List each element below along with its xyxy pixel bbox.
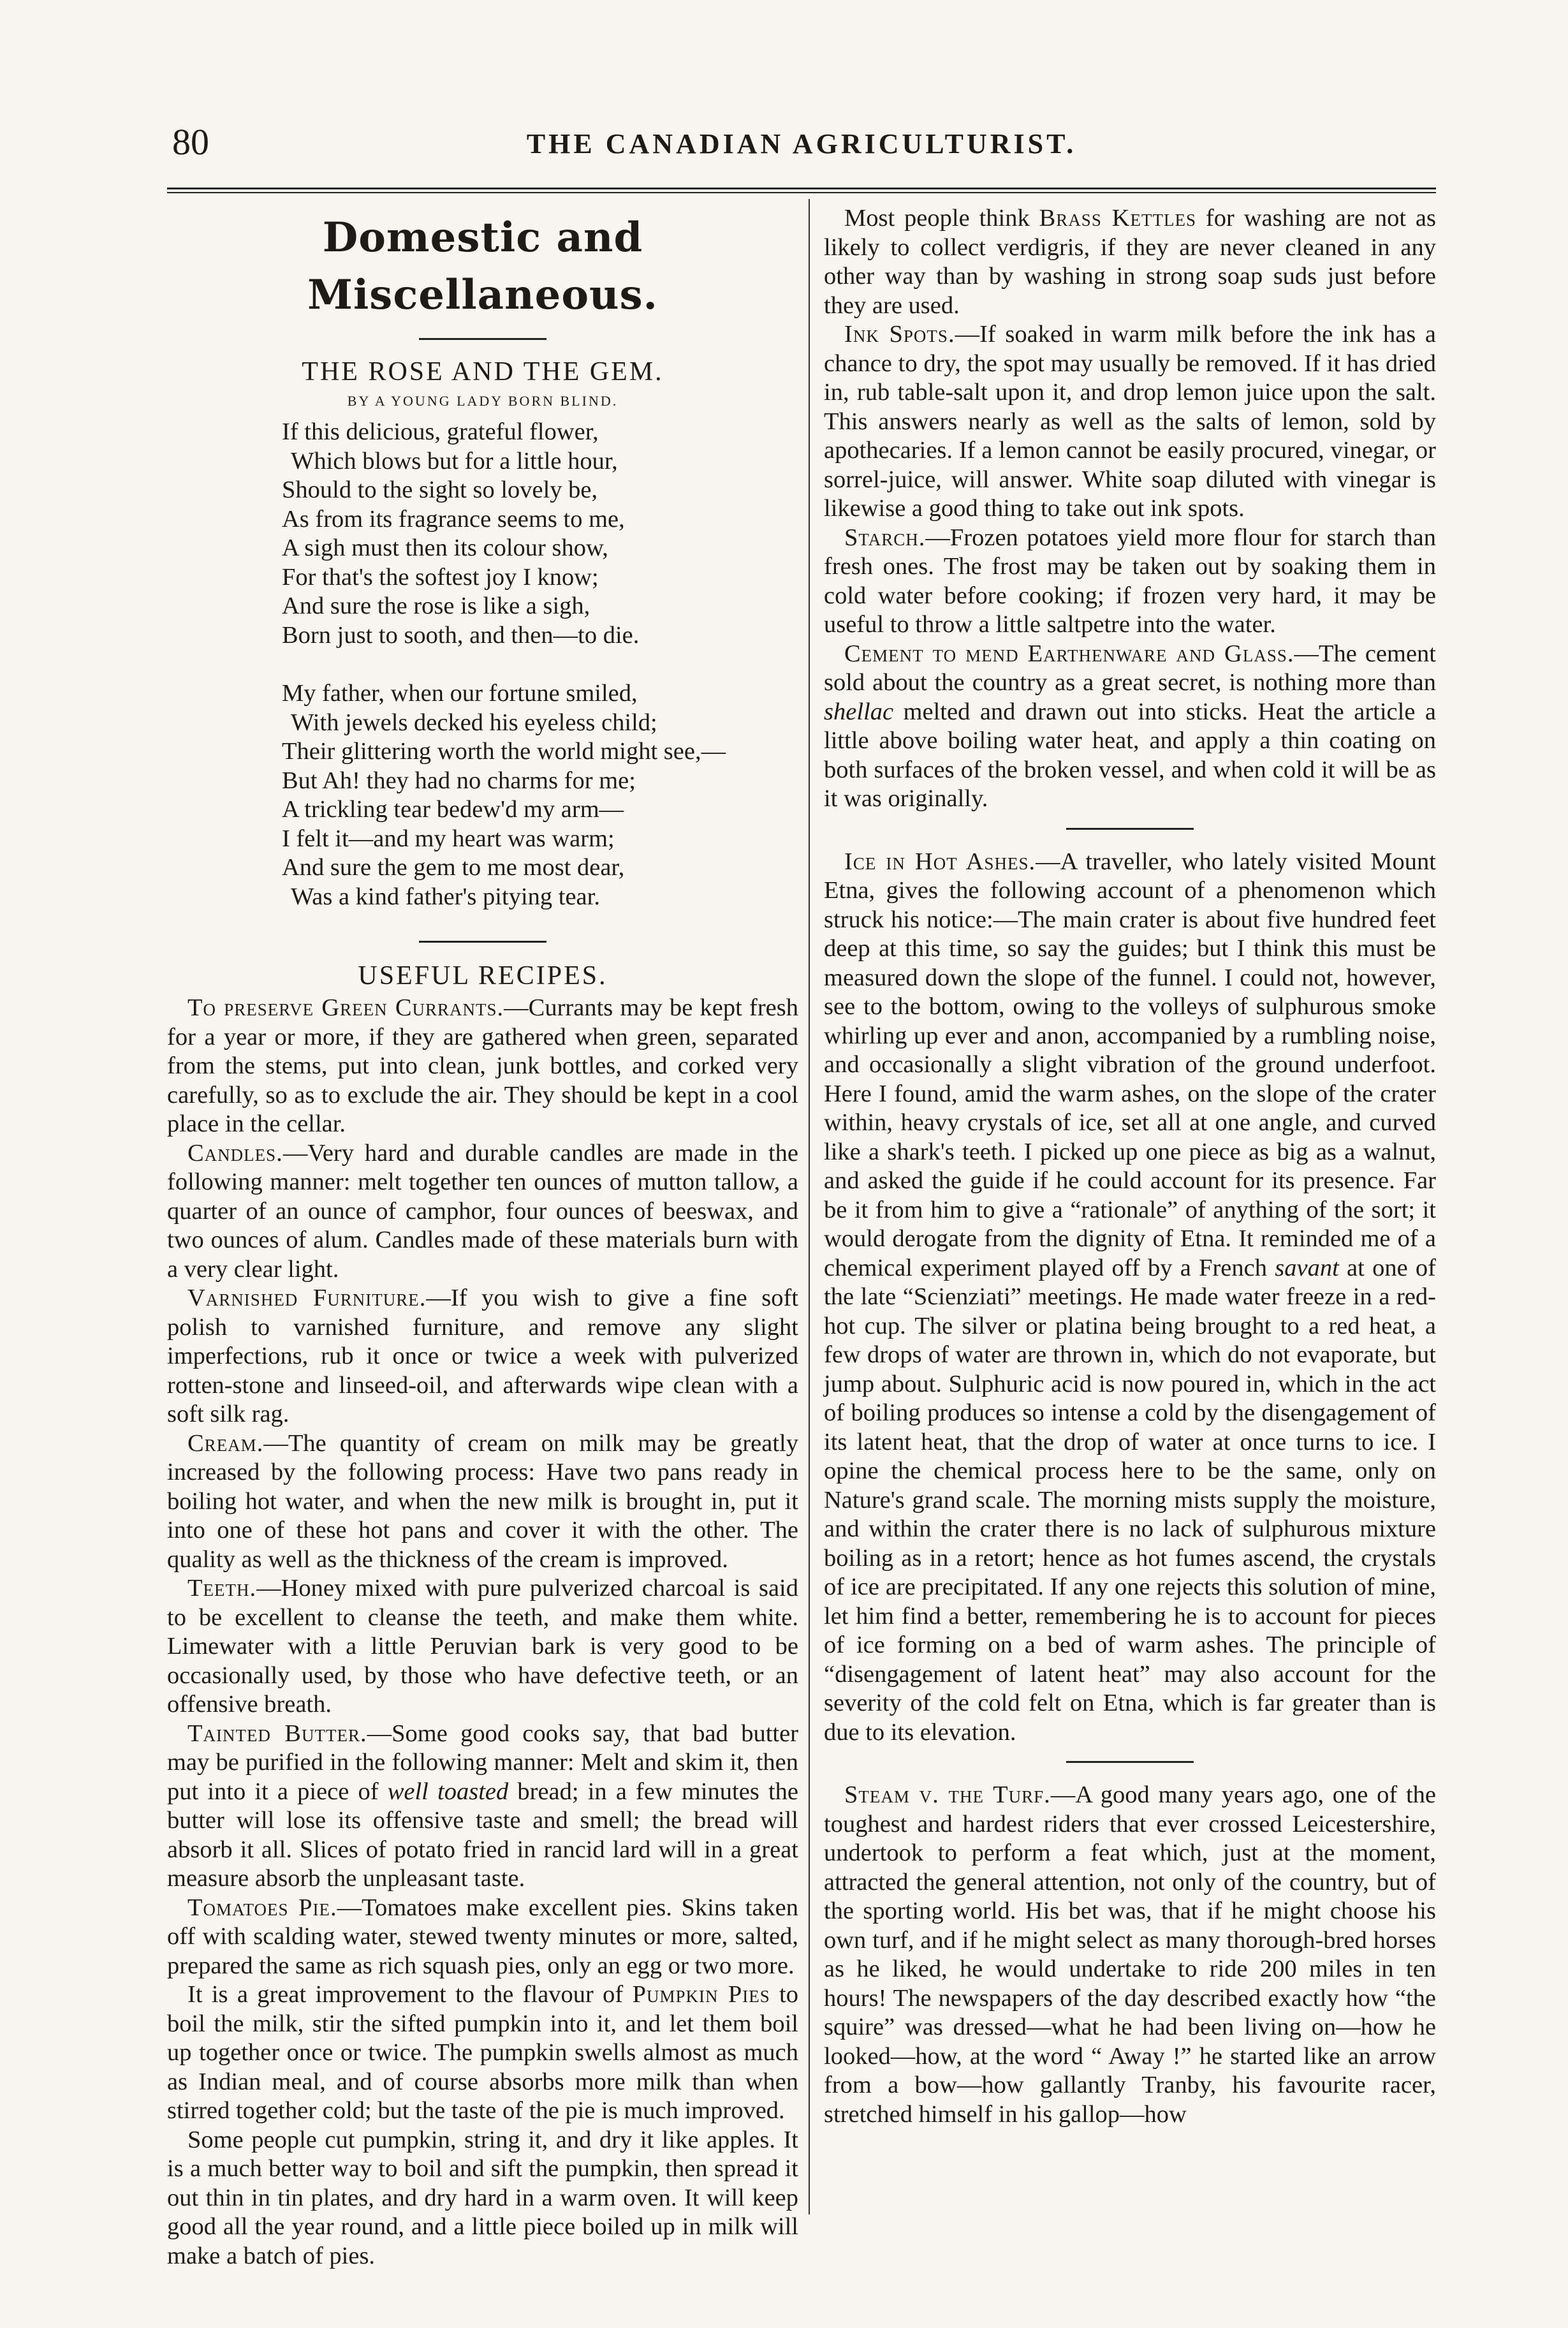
left-column <box>167 204 798 2271</box>
recipe-text: —Frozen potatoes yield more flour for starch than fresh ones. The frost may be taken out by soaking them in cold water before cooking; if frozen very hard, it may be useful to throw a little saltpetre into the water. <box>824 524 1436 638</box>
poem-line: For that's the softest joy I know; <box>282 563 599 591</box>
header-rule <box>167 188 1436 193</box>
poem-stanza-1 <box>282 418 798 650</box>
recipe-dried-pumpkin <box>167 2126 798 2271</box>
recipe-heading: Starch. <box>844 524 926 551</box>
recipe-furniture <box>167 1284 798 1429</box>
recipe-heading: Tainted Butter. <box>187 1720 367 1747</box>
recipe-text: —Honey mixed with pure pulverized charcoal is said to be excellent to cleanse the teeth, and make them white. Limewater with a little Peruvian bark is very good to be occasionally used, by those who have defective teeth, or an offensive breath. <box>167 1575 798 1718</box>
recipe-heading: Tomatoes Pie. <box>187 1894 337 1921</box>
recipe-text: —The quantity of cream on milk may be greatly increased by the following process: Have two pans ready in boiling hot water, and when the new milk is brought in, put it into one of these hot pans and cover it with the other. The quality as well as the thickness of the cream is improved. <box>167 1429 798 1573</box>
recipe-heading: Cement to mend Earthenware and Glass. <box>844 640 1294 667</box>
divider <box>1066 828 1194 830</box>
recipe-heading: Ink Spots. <box>844 321 955 348</box>
recipe-italic: shellac <box>824 698 894 725</box>
poem-line: Born just to sooth, and then—to die. <box>282 621 640 649</box>
divider <box>419 338 546 340</box>
recipe-text: Some people cut pumpkin, string it, and dry it like apples. It is a much better way to boil and sift the pumpkin, then spread it out thin in tin plates, and dry hard in a warm oven. It will keep good all the year round, and a little piece boiled up in milk will make a batch of pies. <box>167 2126 798 2269</box>
recipe-text: —Tomatoes make excellent pies. Skins taken off with scalding water, stewed twenty minutes or more, salted, prepared the same as rich squash pies, only an egg or two more. <box>167 1894 798 1979</box>
article-italic: savant <box>1275 1254 1339 1281</box>
page-header <box>167 120 1436 177</box>
recipe-tomatoes <box>167 1894 798 1981</box>
poem-line: As from its fragrance seems to me, <box>282 505 625 533</box>
poem-byline: BY A YOUNG LADY BORN BLIND. <box>347 393 619 409</box>
poem-line: And sure the rose is like a sigh, <box>282 593 590 619</box>
recipe-heading: Varnished Furniture. <box>187 1285 427 1311</box>
recipe-text: It is a great improvement to the flavour of <box>187 1981 633 2008</box>
poem-line: Was a kind father's pitying tear. <box>291 883 600 910</box>
poem-stanza-2 <box>282 679 798 911</box>
recipe-text: bread; in a few minutes the butter will lose its offensive taste and smell; the bread will absorb it all. Slices of potato fried in rancid lard will in a great measure absorb the unpleasant taste. <box>167 1778 799 1892</box>
recipe-heading: Cream. <box>187 1429 264 1457</box>
divider <box>419 941 546 943</box>
recipe-cement <box>824 640 1436 814</box>
recipe-ink <box>824 320 1436 524</box>
right-column <box>824 204 1436 2129</box>
recipe-text: —If you wish to give a fine soft polish to varnished furniture, and remove any slight imperfections, rub it once or twice a week with pulverized rotten-stone and linseed-oil, and afterwards wipe clean with a soft silk rag. <box>167 1285 798 1427</box>
article-text: —A good many years ago, one of the toughest and hardest riders that ever crossed Leicestershire, undertook to perform a feat which, just at the moment, attracted the general attention, not only of the country, but of the sporting world. His bet was, that if he might choose his own turf, and if he might select as many thorough-bred horses as he liked, he would undertake to ride 200 miles in ten hours! The newspapers of the day described exactly how “the squire” was dressed—what he had been living on—how he looked—how, at the word “ Away !” he started like an arrow from a bow—how gallantly Tranby, his favourite racer, stretched himself in his gallop—how <box>824 1781 1436 2128</box>
poem-title: THE ROSE AND THE GEM. <box>302 357 664 387</box>
poem-line: Should to the sight so lovely be, <box>282 476 598 503</box>
recipe-text: melted and drawn out into sticks. Heat the article a little above boiling water heat, and apply a thin coating on both surfaces of the broken vessel, and when cold it will be as it was originally. <box>824 698 1436 812</box>
article-steam-v-turf <box>824 1781 1436 2129</box>
recipe-text: to boil the milk, stir the sifted pumpkin into it, and let them boil up together once or twice. The pumpkin swells almost as much as Indian meal, and of course absorbs more milk than when stirred together cold; but the taste of the pie is much improved. <box>167 1981 798 2124</box>
poem-line: Which blows but for a little hour, <box>291 447 618 475</box>
recipe-heading: Teeth. <box>187 1575 257 1602</box>
poem-line: If this delicious, grateful flower, <box>282 418 599 445</box>
page-number: 80 <box>172 121 209 163</box>
recipe-text: —Some good cooks say, that bad butter may be purified in the following manner: Melt and skim it, then put into it a piece of <box>167 1720 798 1805</box>
recipe-text: —If soaked in warm milk before the ink has a chance to dry, the spot may usually be removed. If it has dried in, rub table-salt upon it, and drop lemon juice upon the salt. This answers nearly as well as the salts of lemon, sold by apothecaries. If a lemon cannot be easily procured, vinegar, or sorrel-juice, will answer. White soap diluted with vinegar is likewise a good thing to take out ink spots. <box>824 321 1436 522</box>
article-text: —A traveller, who lately visited Mount Etna, gives the following account of a phenomenon which struck his notice:—The main crater is about five hundred feet deep at this time, so say the guides; but I think this must be measured down the slope of the funnel. I could not, however, see to the bottom, owing to the volleys of sulphurous smoke whirling up ever and anon, accompanied by a rumbling noise, and occasionally a slight vibration of the ground underfoot. Here I found, amid the warm ashes, on the slope of the crater within, heavy crystals of ice, set all at one angle, and curved like a shark's teeth. I picked up one piece as big as a walnut, and asked the guide if he could account for its presence. Far be it from him to give a “rationale” of anything of the sort; it would derogate from the dignity of Etna. It reminded me of a chemical experiment played off by a French <box>824 848 1437 1281</box>
recipe-heading: Brass Kettles <box>1039 205 1197 232</box>
recipe-text: —Currants may be kept fresh for a year or more, if they are gathered when green, separated from the stems, put into clean, junk bottles, and corked very carefully, so as to exclude the air. They should be kept in a cool place in the cellar. <box>167 994 798 1137</box>
recipe-cream <box>167 1429 798 1575</box>
recipe-candles <box>167 1139 798 1285</box>
running-title: THE CANADIAN AGRICULTURIST. <box>526 128 1077 159</box>
poem-line: With jewels decked his eyeless child; <box>291 709 657 736</box>
recipe-teeth <box>167 1574 798 1720</box>
recipe-text: Most people think <box>844 205 1039 232</box>
recipe-currants <box>167 994 798 1139</box>
recipe-heading: To preserve Green Currants. <box>187 994 504 1021</box>
column-divider <box>809 199 810 2214</box>
article-ice-in-hot-ashes <box>824 848 1436 1748</box>
recipe-pumpkin <box>167 1980 798 2126</box>
recipe-butter <box>167 1720 798 1894</box>
poem-line: I felt it—and my heart was warm; <box>282 825 615 852</box>
recipe-text: —The cement sold about the country as a great secret, is nothing more than <box>824 640 1436 696</box>
article-heading: Steam v. the Turf. <box>844 1781 1051 1808</box>
recipe-starch <box>824 524 1436 640</box>
recipes-title: USEFUL RECIPES. <box>358 961 608 991</box>
recipe-text: —Very hard and durable candles are made in the following manner: melt together ten ounces of mutton tallow, a quarter of an ounce of camphor, four ounces of beeswax, and two ounces of alum. Candles made of these materials burn with a very clear light. <box>167 1139 798 1283</box>
divider <box>1066 1761 1194 1763</box>
poem-line: And sure the gem to me most dear, <box>282 854 625 881</box>
poem-line: But Ah! they had no charms for me; <box>282 767 636 794</box>
recipe-kettles <box>824 204 1436 320</box>
article-text: at one of the late “Scienziati” meetings. He made water freeze in a red-hot cup. The silver or platina being brought to a red heat, a few drops of water are thrown in, which do not evaporate, but jump about. Sulphuric acid is now poured in, which in the act of boiling produces so intense a cold by the disengagement of its latent heat, that the drop of water at once turns to ice. I opine the chemical process here to be the same, only on Nature's grand scale. The morning mists supply the moisture, and within the crater there is no lack of sulphurous mixture boiling as in a retort; hence as hot fumes ascend, the crystals of ice are precipitated. If any one rejects this solution of mine, let him find a better, remembering he is to account for pieces of ice forming on a bed of warm ashes. The principle of “disengagement of latent heat” may also account for the severity of the cold felt on Etna, which is far greater than is due to its elevation. <box>824 1254 1436 1746</box>
article-heading: Ice in Hot Ashes. <box>844 848 1036 875</box>
recipe-heading: Candles. <box>187 1139 283 1167</box>
recipe-heading: Pumpkin Pies <box>632 1981 770 2008</box>
section-title: Domestic and Miscellaneous. <box>307 214 658 319</box>
recipe-text: for washing are not as likely to collect verdigris, if they are never cleaned in any other way than by washing in strong soap suds just before they are used. <box>824 205 1436 319</box>
poem-line: A sigh must then its colour show, <box>282 534 608 561</box>
recipe-italic: well toasted <box>387 1778 509 1805</box>
poem-line: A trickling tear bedew'd my arm— <box>282 796 624 823</box>
poem-line: Their glittering worth the world might see,— <box>282 738 726 765</box>
poem-line: My father, when our fortune smiled, <box>282 680 638 707</box>
